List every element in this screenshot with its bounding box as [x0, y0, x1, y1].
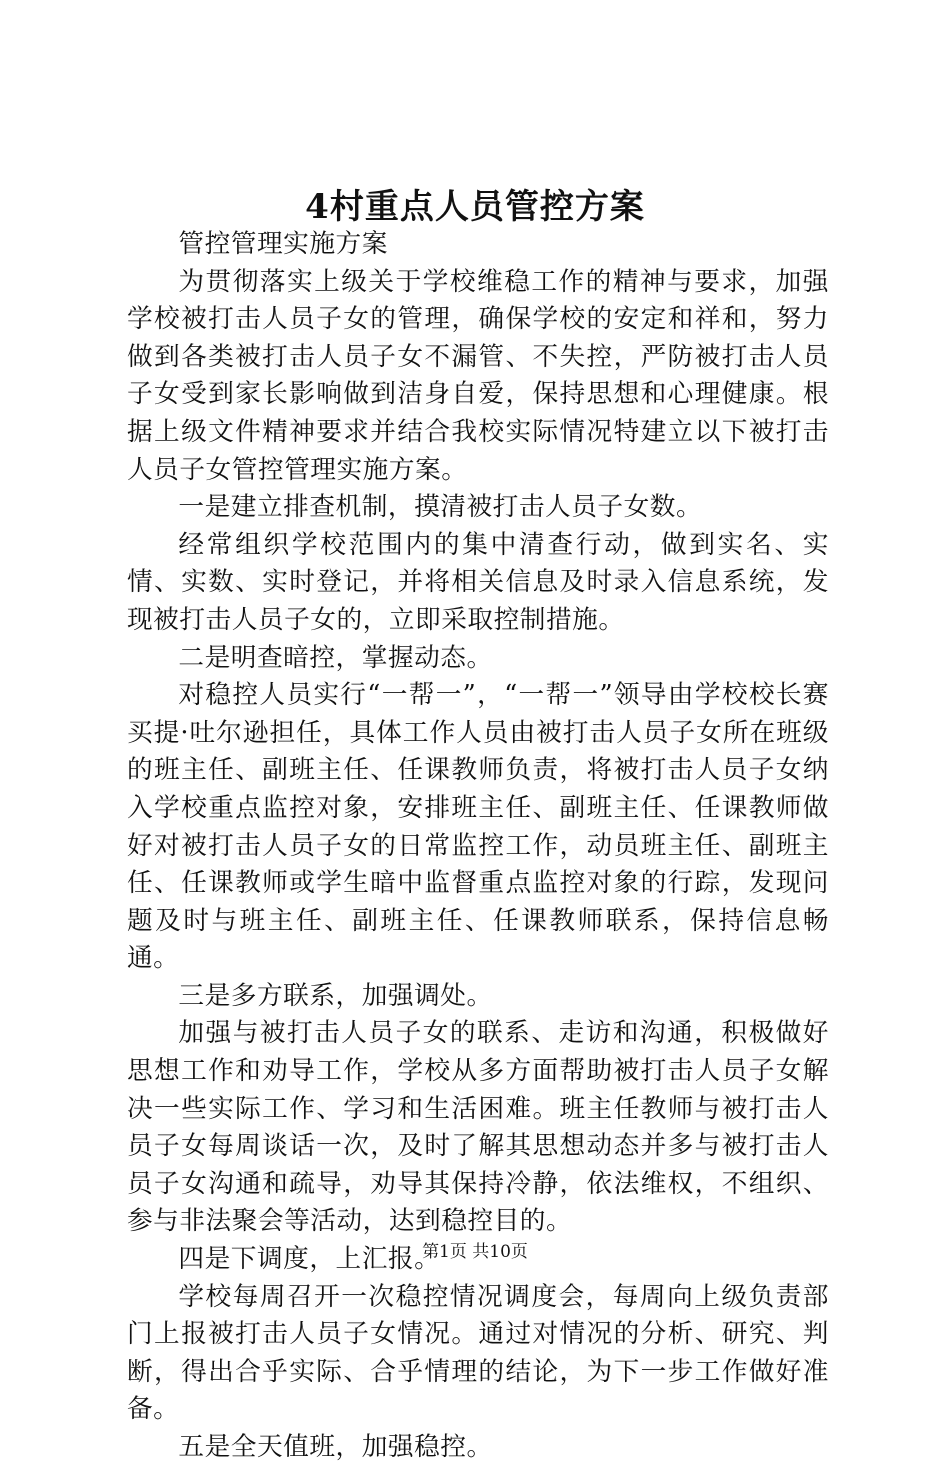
paragraph-body-3: 加强与被打击人员子女的联系、走访和沟通，积极做好思想工作和劝导工作，学校从多方面帮助被打击人员子女解决一些实际工作、学习和生活困难。班主任教师与被打击人员子女每周谈话一次，及时了解其思想动态并多与被打击人员子女沟通和疏导，劝导其保持冷静，依法维权，不组织、参与非法聚会等活动，达到稳控目的。	[127, 1018, 829, 1237]
paragraph-heading-1: 一是建立排查机制，摸清被打击人员子女数。	[178, 492, 703, 523]
paragraph-body-1: 经常组织学校范围内的集中清查行动，做到实名、实情、实数、实时登记，并将相关信息及时录入信息系统，发现被打击人员子女的，立即采取控制措施。	[127, 529, 829, 635]
document-title: 4村重点人员管控方案	[305, 187, 645, 227]
page-number-footer: 第1页 共10页	[422, 1242, 528, 1262]
paragraph-subtitle: 管控管理实施方案	[178, 229, 388, 259]
document-body	[127, 226, 829, 1467]
paragraph-intro: 为贯彻落实上级关于学校维稳工作的精神与要求，加强学校被打击人员子女的管理，确保学校的安定和祥和，努力做到各类被打击人员子女不漏管、不失控，严防被打击人员子女受到家长影响做到洁身自爱，保持思想和心理健康。根据上级文件精神要求并结合我校实际情况特建立以下被打击人员子女管控管理实施方案。	[127, 266, 829, 485]
paragraph-heading-5: 五是全天值班，加强稳控。	[178, 1432, 493, 1462]
paragraph-body-2: 对稳控人员实行“一帮一”，“一帮一”领导由学校校长赛买提·吐尔逊担任，具体工作人员由被打击人员子女所在班级的班主任、副班主任、任课教师负责，将被打击人员子女纳入学校重点监控对象，安排班主任、副班主任、任课教师做好对被打击人员子女的日常监控工作，动员班主任、副班主任、任课教师或学生暗中监督重点监控对象的行踪，发现问题及时与班主任、副班主任、任课教师联系，保持信息畅通。	[127, 680, 829, 974]
paragraph-heading-3: 三是多方联系，加强调处。	[178, 980, 493, 1011]
paragraph-heading-4: 四是下调度，上汇报。	[178, 1244, 441, 1275]
paragraph-body-4: 学校每周召开一次稳控情况调度会，每周向上级负责部门上报被打击人员子女情况。通过对情况的分析、研究、判断，得出合乎实际、合乎情理的结论，为下一步工作做好准备。	[127, 1281, 829, 1425]
paragraph-heading-2: 二是明查暗控，掌握动态。	[178, 642, 493, 673]
